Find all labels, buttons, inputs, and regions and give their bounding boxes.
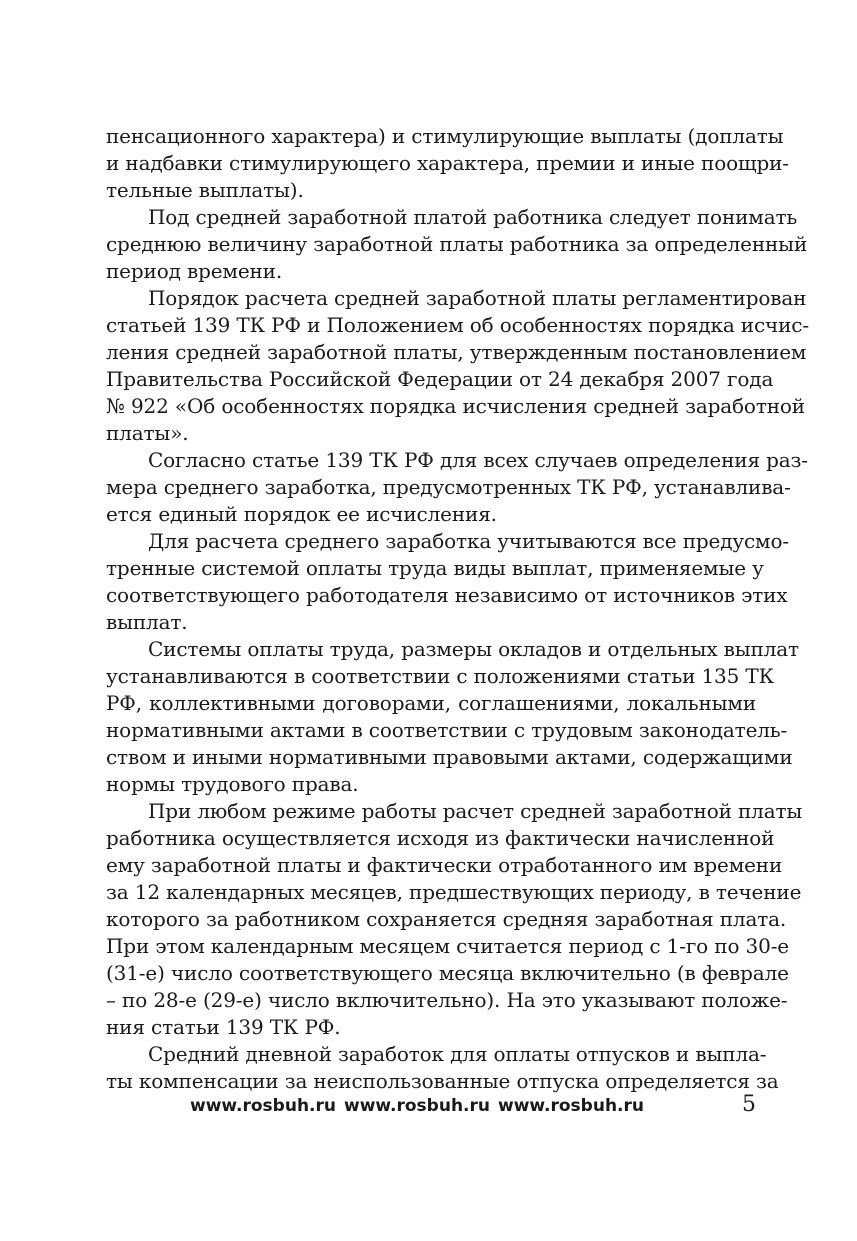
text-line: нормы трудового права.	[106, 772, 359, 796]
body-text	[106, 123, 809, 1095]
text-line: № 922 «Об особенностях порядка исчисления средней заработной	[106, 394, 805, 418]
footer-link[interactable]: www.rosbuh.ru	[344, 1096, 490, 1116]
text-line: устанавливаются в соответствии с положениями статьи 135 ТК	[106, 664, 774, 688]
text-line: пенсационного характера) и стимулирующие выплаты (доплаты	[106, 124, 784, 148]
paragraph-first-line: Для расчета среднего заработка учитываются все предусмо-	[148, 529, 789, 553]
footer-link[interactable]: www.rosbuh.ru	[190, 1096, 336, 1116]
text-line: работника осуществляется исходя из фактически начисленной	[106, 826, 775, 850]
text-line: и надбавки стимулирующего характера, премии и иные поощри-	[106, 151, 789, 175]
text-line: ством и иными нормативными правовыми актами, содержащими	[106, 745, 793, 769]
text-line: за 12 календарных месяцев, предшествующих периоду, в течение	[106, 880, 802, 904]
text-line: платы».	[106, 421, 189, 445]
text-line: ты компенсации за неиспользованные отпуска определяется за	[106, 1069, 779, 1093]
text-line: период времени.	[106, 259, 283, 283]
text-line: нормативными актами в соответствии с трудовым законодатель-	[106, 718, 788, 742]
text-line: ется единый порядок ее исчисления.	[106, 502, 497, 526]
text-line: среднюю величину заработной платы работника за определенный	[106, 232, 808, 256]
paragraph-first-line: При любом режиме работы расчет средней заработной платы	[148, 799, 803, 823]
text-line: которого за работником сохраняется средняя заработная плата.	[106, 907, 787, 931]
text-line: статьей 139 ТК РФ и Положением об особенностях порядка исчис-	[106, 313, 809, 337]
text-line: выплат.	[106, 610, 188, 634]
text-line: тренные системой оплаты труда виды выплат, применяемые у	[106, 556, 764, 580]
text-line: (31-е) число соответствующего месяца включительно (в феврале	[106, 961, 789, 985]
text-line: РФ, коллективными договорами, соглашениями, локальными	[106, 691, 756, 715]
paragraph-first-line: Под средней заработной платой работника следует понимать	[148, 205, 798, 229]
text-line: ему заработной платы и фактически отработанного им времени	[106, 853, 783, 877]
text-line: ния статьи 139 ТК РФ.	[106, 1015, 341, 1039]
text-line: ления средней заработной платы, утвержденным постановлением	[106, 340, 807, 364]
paragraph-first-line: Средний дневной заработок для оплаты отпусков и выпла-	[148, 1042, 767, 1066]
paragraph-first-line: Согласно статье 139 ТК РФ для всех случаев определения раз-	[148, 448, 808, 472]
text-line: – по 28-е (29-е) число включительно). На это указывают положе-	[106, 988, 788, 1012]
paragraph-first-line: Системы оплаты труда, размеры окладов и отдельных выплат	[148, 637, 799, 661]
text-line: соответствующего работодателя независимо от источников этих	[106, 583, 788, 607]
text-line: тельные выплаты).	[106, 178, 304, 202]
text-line: Правительства Российской Федерации от 24 декабря 2007 года	[106, 367, 774, 391]
text-line: мера среднего заработка, предусмотренных ТК РФ, устанавлива-	[106, 475, 791, 499]
page-number: 5	[742, 1092, 756, 1117]
footer-link[interactable]: www.rosbuh.ru	[498, 1096, 644, 1116]
page-footer	[0, 1094, 857, 1118]
text-line: При этом календарным месяцем считается период с 1-го по 30-е	[106, 934, 789, 958]
paragraph-first-line: Порядок расчета средней заработной платы регламентирован	[148, 286, 807, 310]
